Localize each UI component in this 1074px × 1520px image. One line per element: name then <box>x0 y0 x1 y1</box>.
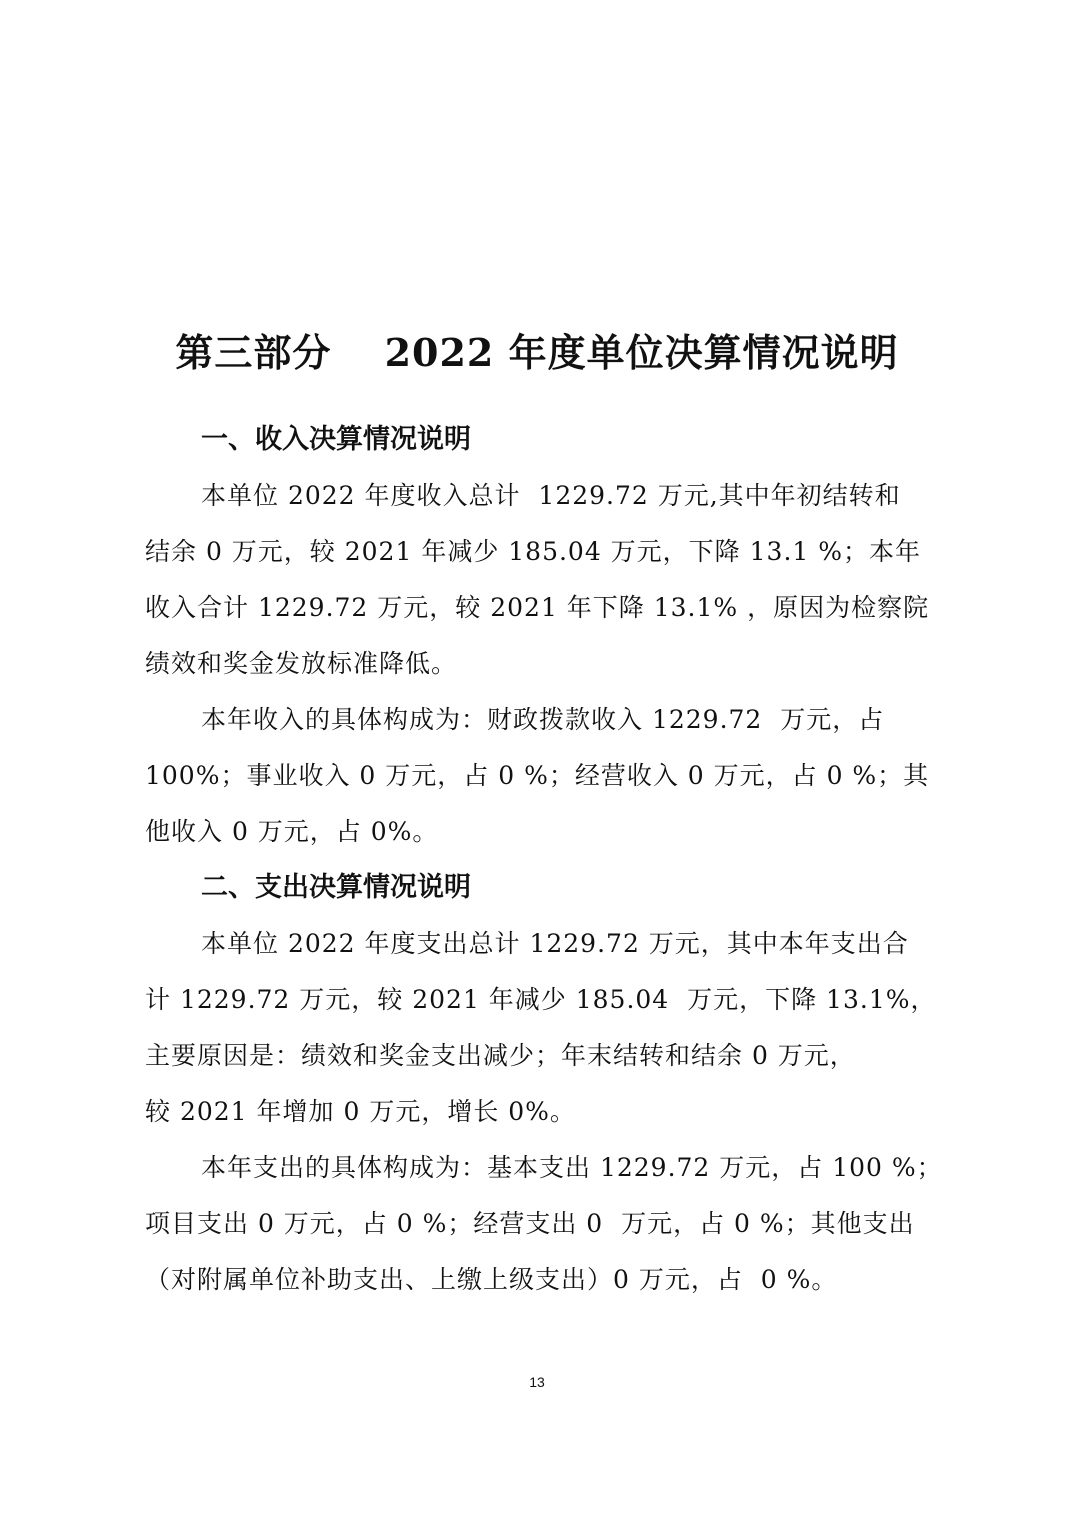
document-body <box>145 412 943 1308</box>
income-composition-line: 他收入 0 万元，占 0%。 <box>145 817 439 846</box>
income-paragraph-line: 本单位 2022 年度收入总计 1229.72 万元,其中年初结转和 <box>201 481 901 510</box>
income-composition-line: 本年收入的具体构成为：财政拨款收入 1229.72 万元，占 <box>201 705 885 734</box>
income-paragraph-line: 收入合计 1229.72 万元，较 2021 年下降 13.1% ，原因为检察院 <box>145 593 930 622</box>
section-heading-expenditure: 二、支出决算情况说明 <box>201 872 471 903</box>
section-heading-income: 一、收入决算情况说明 <box>201 424 471 455</box>
page-title: 第三部分 2022 年度单位决算情况说明 <box>175 330 899 376</box>
expenditure-paragraph-line: 本单位 2022 年度支出总计 1229.72 万元，其中本年支出合 <box>201 929 909 958</box>
income-composition-line: 100%；事业收入 0 万元，占 0 %；经营收入 0 万元，占 0 %；其 <box>145 761 930 790</box>
expenditure-paragraph-line: 较 2021 年增加 0 万元，增长 0%。 <box>145 1097 576 1126</box>
expenditure-paragraph-line: 主要原因是：绩效和奖金支出减少；年末结转和结余 0 万元， <box>145 1041 856 1070</box>
income-paragraph-line: 结余 0 万元，较 2021 年减少 185.04 万元，下降 13.1 %；本年 <box>145 537 921 566</box>
expenditure-composition-line: 项目支出 0 万元，占 0 %；经营支出 0 万元，占 0 %；其他支出 <box>145 1209 915 1238</box>
expenditure-paragraph-line: 计 1229.72 万元，较 2021 年减少 185.04 万元，下降 13.1%， <box>145 985 937 1014</box>
page-number: 13 <box>529 1374 545 1390</box>
expenditure-composition-line: （对附属单位补助支出、上缴上级支出）0 万元，占 0 %。 <box>145 1265 838 1294</box>
expenditure-composition-line: 本年支出的具体构成为：基本支出 1229.72 万元，占 100 %； <box>201 1153 943 1182</box>
income-paragraph-line: 绩效和奖金发放标准降低。 <box>145 649 458 678</box>
